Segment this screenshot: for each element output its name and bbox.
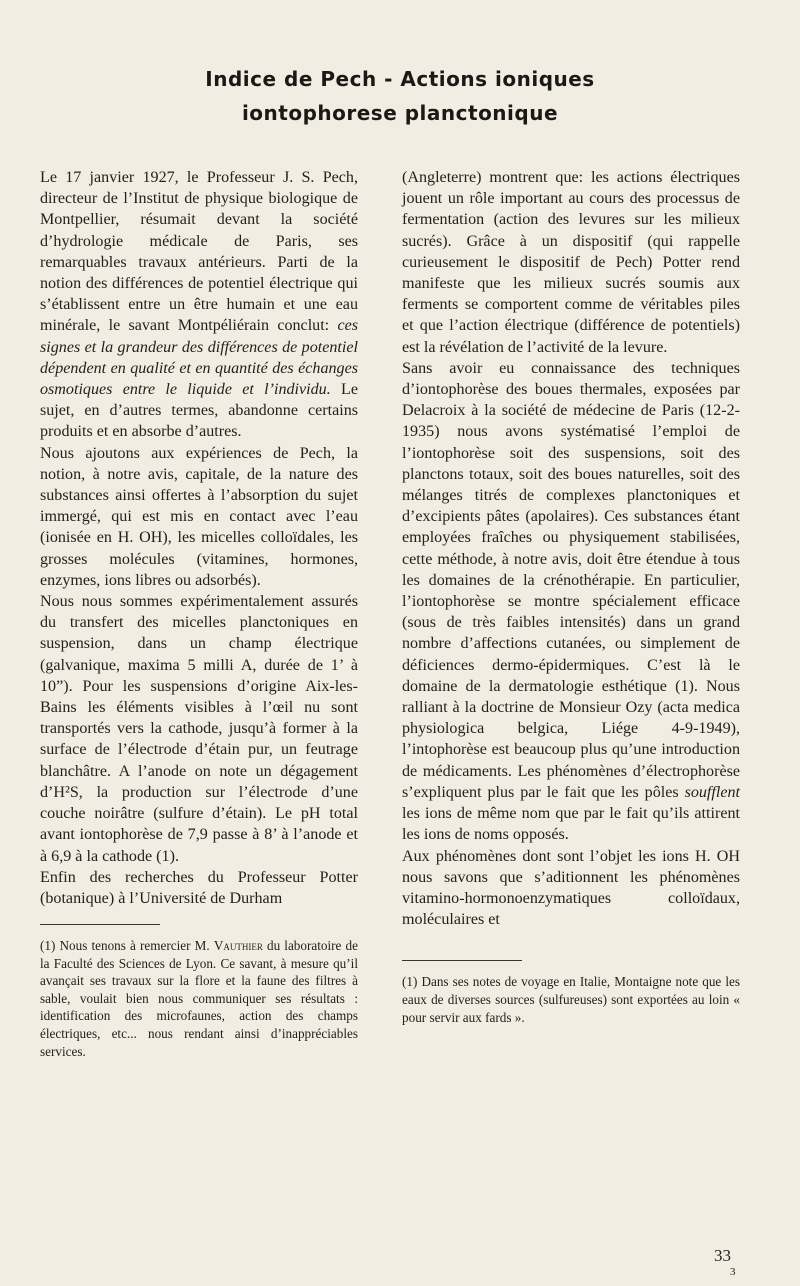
footnote-author: Vauthier (213, 938, 263, 954)
signature-mark: 3 (730, 1266, 736, 1278)
italic-word: soufflent (684, 783, 740, 801)
footnote-divider (402, 960, 522, 961)
left-column (40, 167, 358, 1060)
title-line-1: Indice de Pech - Actions ioniques (205, 67, 595, 91)
paragraph-7: Aux phénomènes dont sont l’objet les ions H. OH nous savons que s’aditionnent les phénomènes vitamino-hormonoenzymatiques colloïdaux, moléculaires et (402, 847, 740, 929)
paragraph-2: Nous ajoutons aux expériences de Pech, la notion, à notre avis, capitale, de la nature des substances ainsi offertes à l’absorption du sujet immergé, qui est mis en contact avec l’eau (ionisée en H. OH), les micelles colloïdales, les grosses molécules (vitamines, hormones, enzymes, ions libres ou adsorbés). (40, 444, 358, 589)
footnote-divider (40, 924, 160, 925)
right-column (402, 167, 740, 1026)
italic-quote: ces signes et la grandeur des différences de potentiel dépendent en qualité et en quantité des échanges osmotiques entre le liquide et l’individu. (40, 317, 358, 399)
paragraph-6: Sans avoir eu connaissance des techniques d’iontophorèse des boues thermales, exposées par Delacroix à la société de médecine de Paris (12-2-1935) nous avons systématisé l’emploi de l’iontophorèse soit des suspensions, soit des planctons totaux, soit des boues naturelles, soit des mélanges titrés de complexes planctoniques et d’excipients pâtes (apolaires). Ces substances étant employées fraîches ou physiquement stabilisées, cette méthode, à notre avis, doit être étendue à tous les domaines de la crénothérapie. En particulier, l’iontophorèse se montre spécialement efficace (sous de très faibles intensités) dans un grand nombre d’affections cutanées, ou simplement de déficiences dermo-épidermiques. C’est là le domaine de la dermatologie esthétique (1). Nous ralliant à la doctrine de Monsieur Ozy (acta medica physiologica belgica, Liége 4-9-1949), l’intophorèse est beaucoup plus qu’une introduction de médicaments. Les phénomènes d’électrophorèse s’expliquent plus par le fait que les pôles soufflent les ions de même nom que par le fait qu’ils attirent les ions de noms opposés. (402, 359, 740, 844)
footnote-left: (1) Nous tenons à remercier M. Vauthier du laboratoire de la Faculté des Sciences de Lyon. Ce savant, à mesure qu’il avançait ses travaux sur la flore et la faune des filtres à sable, voulait bien nous communiquer ses résultats : identification des microfaunes, action des champs électriques, etc... nous rendant ainsi d’inappréciables services. (40, 938, 358, 1059)
title-line-2: iontophorese planctonique (241, 101, 559, 125)
paragraph-1: Le 17 janvier 1927, le Professeur J. S. Pech, directeur de l’Institut de physique biologique de Montpellier, résumait devant la société d’hydrologie médicale de Paris, ses remarquables travaux antérieurs. Parti de la notion des différences de potentiel électrique qui s’établissent entre un être humain et une eau minérale, le savant Montpéliérain conclut: ces signes et la grandeur des différences de potentiel dépendent en qualité et en quantité des échanges osmotiques entre le liquide et l’individu. Le sujet, en d’autres termes, abandonne certains produits et en absorbe d’autres. (40, 169, 358, 441)
paragraph-5: (Angleterre) montrent que: les actions électriques jouent un rôle important au cours des processus de fermentation (action des levures sur les milieux sucrés). Grâce à un dispositif (qui rappelle curieusement le dispositif de Pech) Potter rend manifeste que les milieux sucrés soumis aux ferments se comportent comme de véritables piles et que l’action électrique (différence de potentiels) est la révélation de l’activité de la levure. (402, 169, 740, 356)
page-number: 33 (714, 1246, 731, 1265)
paragraph-4: Enfin des recherches du Professeur Potter (botanique) à l’Université de Durham (40, 868, 358, 907)
paragraph-3: Nous nous sommes expérimentalement assurés du transfert des micelles planctoniques en suspension, dans un champ électrique (galvanique, maxima 5 milli A, durée de 1’ à 10”). Pour les suspensions d’origine Aix-les-Bains les éléments visibles à l’œil nu sont transportés vers la cathode, jusqu’à former à la surface de l’électrode d’étain pur, un feutrage blanchâtre. A l’anode on note un dégagement d’H²S, la production sur l’électrode d’une couche noirâtre (sulfure d’étain). Le pH total avant iontophorèse de 7,9 passe à 8’ à l’anode et à 6,9 à la cathode (1). (40, 593, 358, 865)
footnote-right: (1) Dans ses notes de voyage en Italie, Montaigne note que les eaux de diverses sources (sulfureuses) sont exportées au loin « pour servir aux fards ». (402, 974, 740, 1025)
